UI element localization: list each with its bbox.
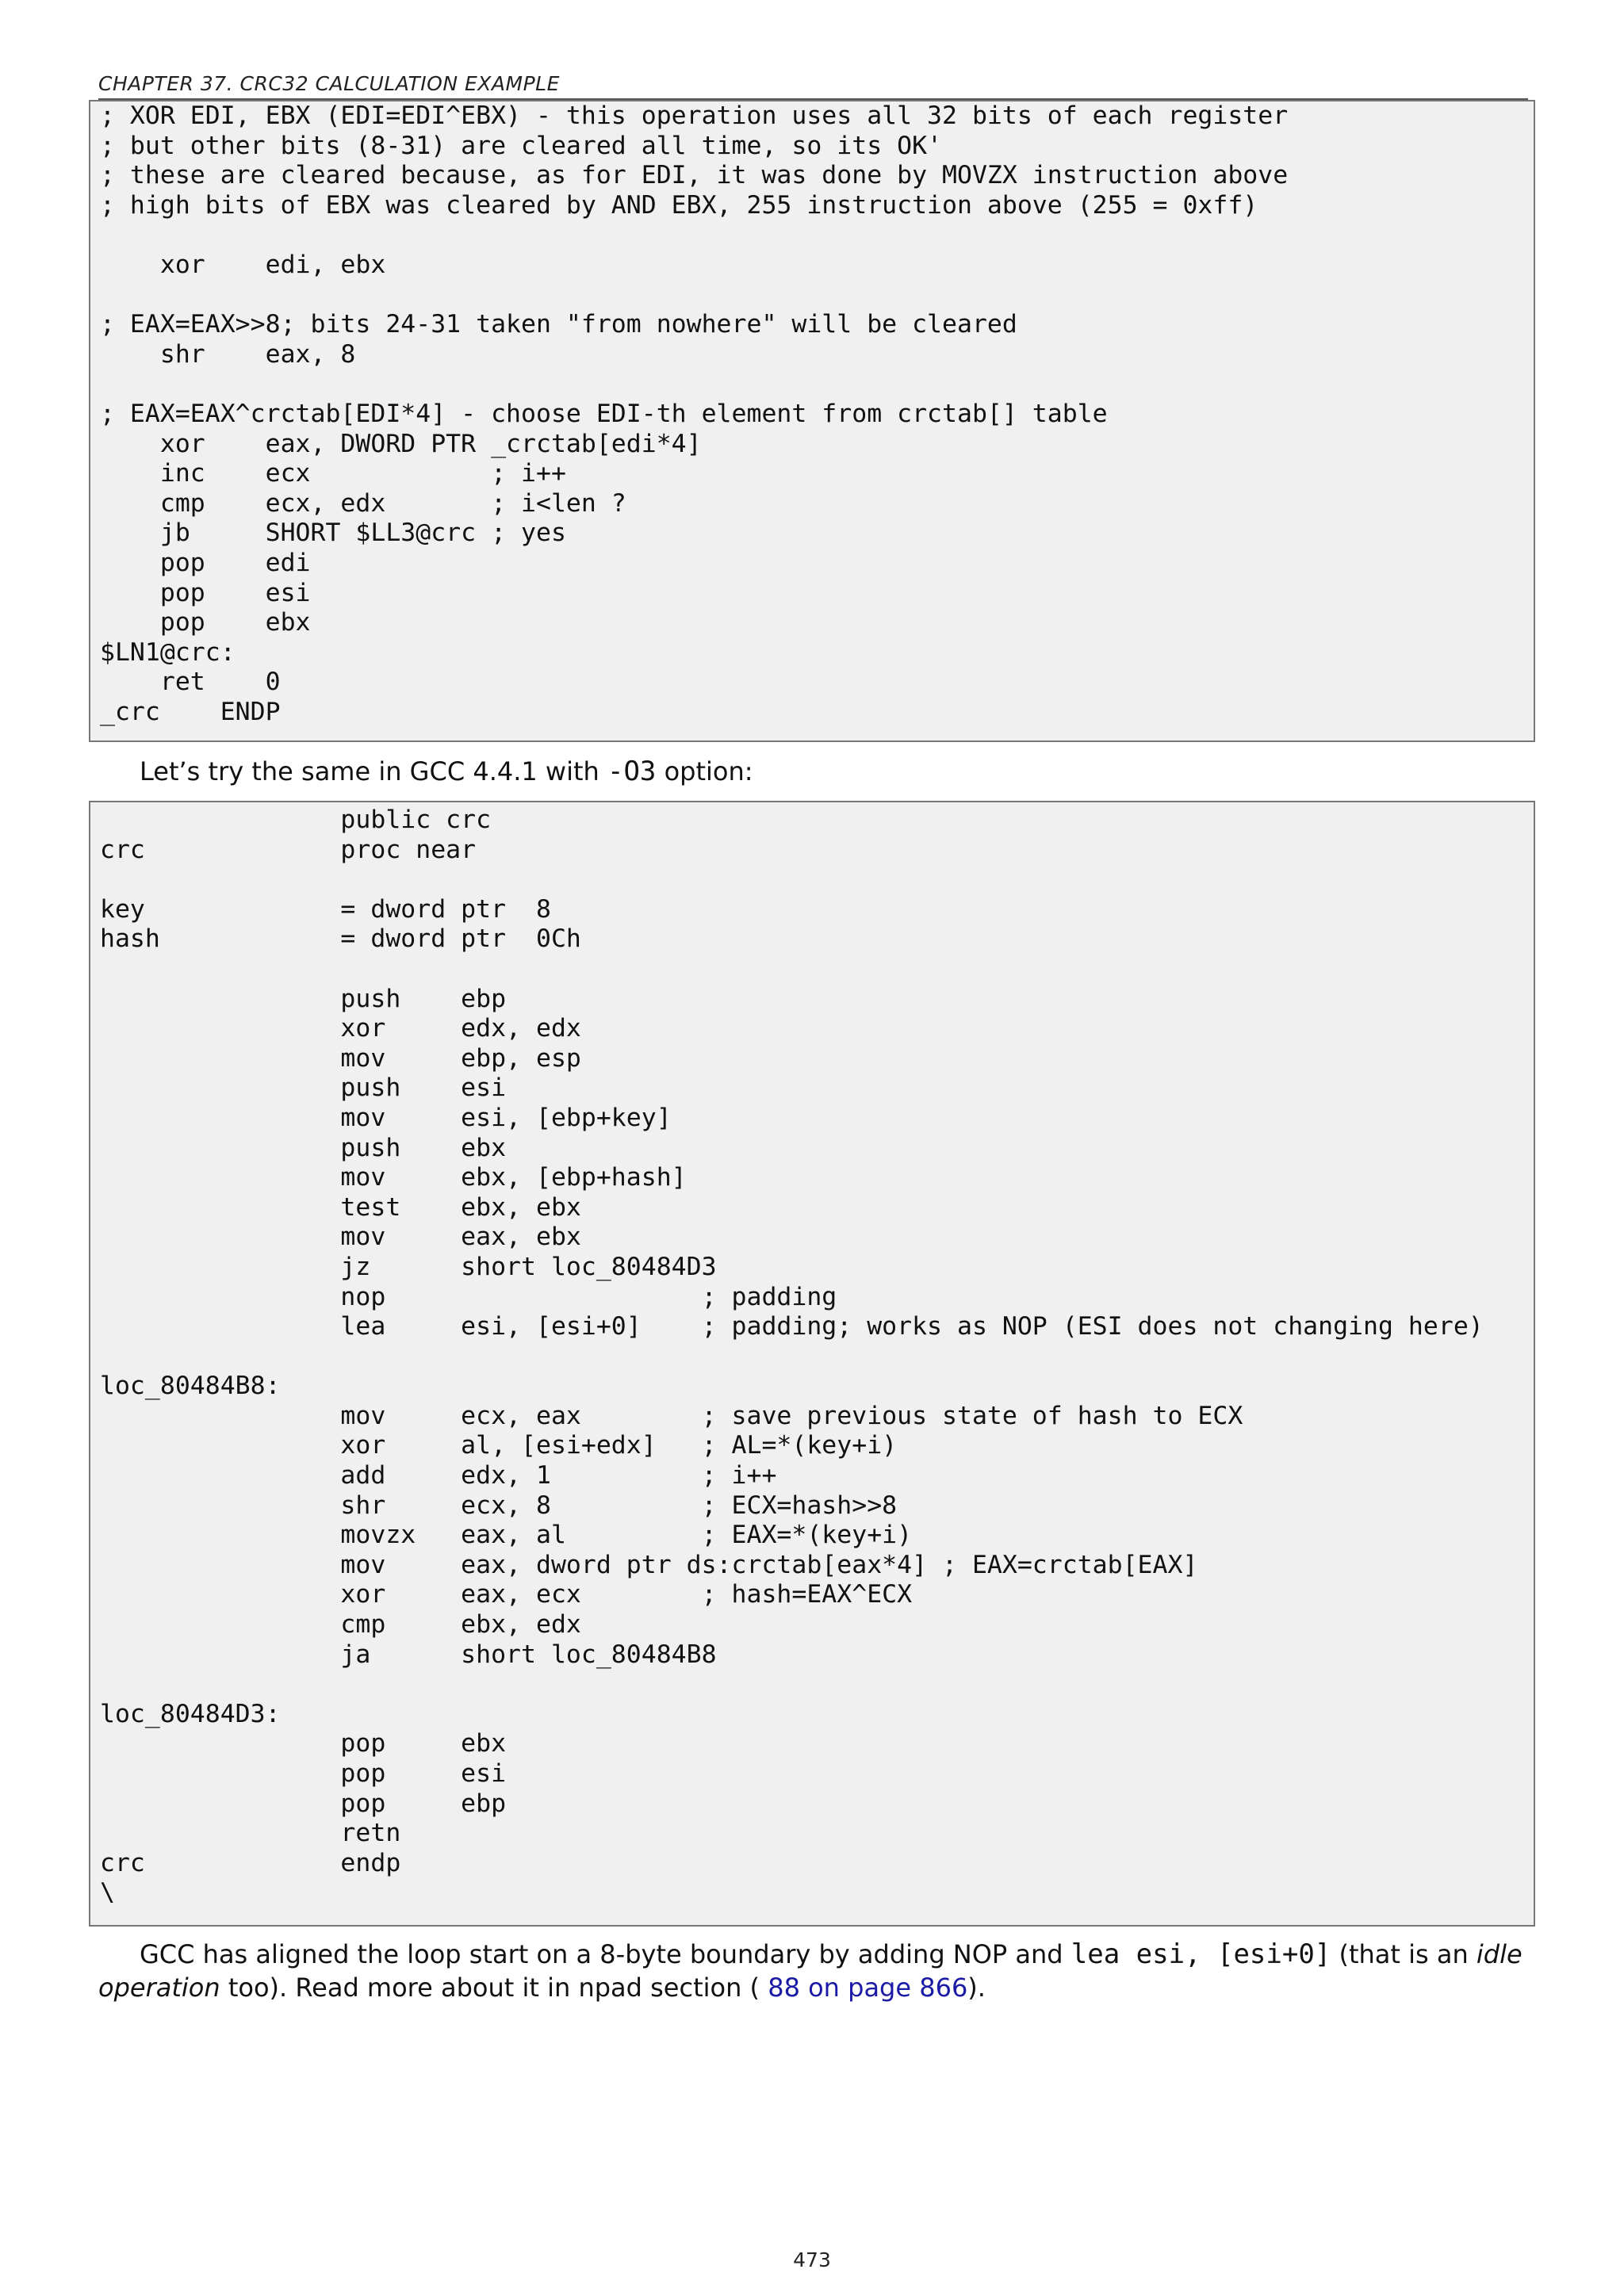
paragraph-text: GCC has aligned the loop start on a 8-byte boundary by adding NOP and — [140, 1939, 1071, 1969]
npad-section-link[interactable]: 88 on page 866 — [760, 1973, 968, 2003]
code-listing-text: ; XOR EDI, EBX (EDI=EDI^EBX) - this operation uses all 32 bits of each register ; but other bits (8-31) are cleared all time, so its OK' ; these are cleared because, as for EDI, it was done by MOVZX instruction above ; high bits of EBX was cleared by AND EBX, 255 instruction above (255 = 0xff) xor edi, ebx ; EAX=EAX>>8; bits 24-31 taken "from nowhere" will be cleared shr eax, 8 ; EAX=EAX^crctab[EDI*4] - choose EDI-th element from crctab[] table xor eax, DWORD PTR _crctab[edi*4] inc ecx ; i++ cmp ecx, edx ; i<len ? jb SHORT $LL3@crc ; yes pop edi pop esi pop ebx $LN1@crc: ret 0 _crc ENDP — [100, 101, 1289, 726]
inline-code-lea: lea esi, [esi+0] — [1071, 1938, 1331, 1970]
msvc-code-listing — [89, 100, 1535, 742]
paragraph-text: ). — [967, 1973, 986, 2003]
inline-code-option: -O3 — [607, 756, 657, 787]
paragraph-text: Let’s try the same in GCC 4.4.1 with — [140, 756, 607, 786]
chapter-title: CHAPTER 37. CRC32 CALCULATION EXAMPLE — [98, 72, 560, 95]
intro-paragraph — [98, 755, 1530, 788]
code-listing-text: public crc crc proc near key = dword ptr 8 hash = dword ptr 0Ch push ebp xor edx, edx mov ebp, esp push esi mov esi, [ebp+key] push ebx mov ebx, [ebp+hash] test ebx, ebx mov eax, ebx jz short loc_80484D3 nop ; padding lea esi, [esi+0] ; padding; works as NOP (ESI does not changing here) loc_80484B8: mov ecx, eax ; save previous state of hash to ECX xor al, [esi+edx] ; AL=*(key+i) add edx, 1 ; i++ shr ecx, 8 ; ECX=hash>>8 movzx eax, al ; EAX=*(key+i) mov eax, dword ptr ds:crctab[eax*4] ; EAX=crctab[EAX] xor eax, ecx ; hash=EAX^ECX cmp ebx, edx ja short loc_80484B8 loc_80484D3: pop ebx pop esi pop ebp retn crc endp \ — [100, 806, 1484, 1908]
gcc-code-listing — [89, 801, 1535, 1927]
explanation-paragraph — [98, 1938, 1530, 2004]
page-number: 473 — [793, 2248, 831, 2271]
paragraph-text: (that is an — [1331, 1939, 1477, 1969]
emphasis-text: idle operation — [98, 1939, 1522, 2003]
paragraph-text: option: — [656, 756, 753, 786]
paragraph-text: too). Read more about it in npad section ( — [220, 1973, 760, 2003]
chapter-header — [98, 68, 1528, 100]
